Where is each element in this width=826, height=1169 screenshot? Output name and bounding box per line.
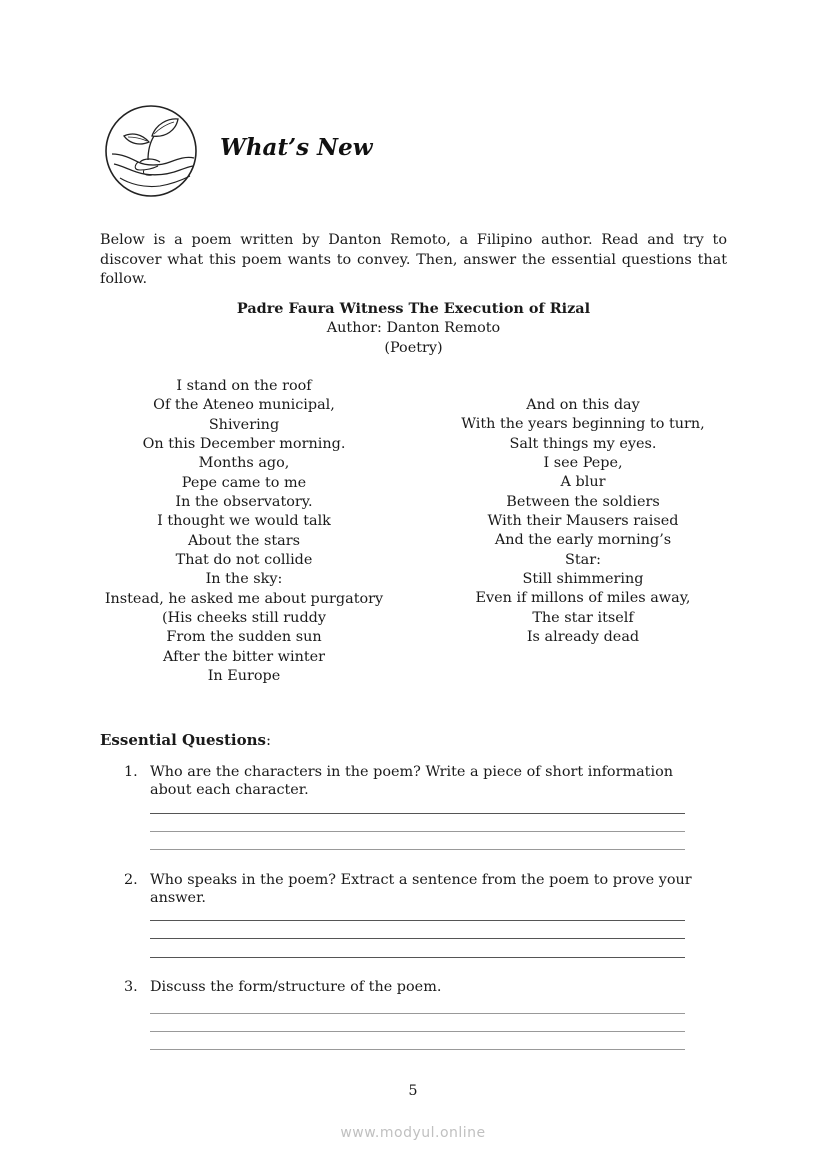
hand-holding-seedling-icon bbox=[104, 104, 198, 198]
poem-line: Even if millons of miles away, bbox=[475, 590, 691, 607]
poem-line: Instead, he asked me about purgatory bbox=[104, 590, 384, 607]
poem-stanza-left bbox=[94, 377, 394, 687]
answer-line[interactable] bbox=[150, 849, 685, 850]
watermark: www.modyul.online bbox=[340, 1125, 486, 1141]
answer-line[interactable] bbox=[150, 957, 685, 958]
answer-line[interactable] bbox=[150, 1013, 685, 1014]
poem-line: Star: bbox=[565, 551, 601, 568]
poem-line: I stand on the roof bbox=[176, 378, 312, 394]
question-number: 2. bbox=[124, 872, 138, 888]
poem-title: Padre Faura Witness The Execution of Rizal bbox=[236, 300, 591, 317]
answer-line[interactable] bbox=[150, 813, 685, 814]
question-text: Who speaks in the poem? Extract a sentence from the poem to prove your answer. bbox=[150, 872, 692, 906]
poem-line: That do not collide bbox=[175, 552, 313, 569]
poem-line: With the years beginning to turn, bbox=[461, 416, 705, 433]
poem-line: With their Mausers raised bbox=[487, 513, 679, 530]
poem-line: About the stars bbox=[187, 532, 301, 549]
poem-line: Still shimmering bbox=[522, 571, 644, 588]
poem-line: Months ago, bbox=[198, 455, 290, 472]
poem-line: The star itself bbox=[532, 609, 634, 626]
poem-line: Shivering bbox=[208, 416, 280, 433]
section-title: What’s New bbox=[220, 134, 373, 161]
answer-line[interactable] bbox=[150, 938, 685, 939]
poem-line: In Europe bbox=[207, 668, 281, 685]
poem-line: A blur bbox=[560, 474, 606, 491]
heading-colon: : bbox=[265, 731, 272, 749]
poem-line: Is already dead bbox=[526, 629, 640, 646]
poem-line: After the bitter winter bbox=[162, 648, 326, 665]
poem-stanza-right bbox=[433, 396, 733, 647]
poem-type: (Poetry) bbox=[384, 340, 443, 356]
poem-line: (His cheeks still ruddy bbox=[161, 610, 327, 627]
poem-line: In the sky: bbox=[205, 571, 283, 588]
poem-author: Author: Danton Remoto bbox=[326, 320, 501, 336]
poem-line: Between the soldiers bbox=[506, 493, 660, 510]
poem-line: In the observatory. bbox=[175, 494, 313, 511]
answer-line[interactable] bbox=[150, 831, 685, 832]
poem-line: And on this day bbox=[526, 397, 640, 413]
poem-line: Salt things my eyes. bbox=[509, 435, 657, 452]
poem-line: On this December morning. bbox=[142, 436, 346, 453]
essential-questions-heading bbox=[100, 730, 271, 750]
poem-line: I see Pepe, bbox=[543, 455, 623, 472]
answer-line[interactable] bbox=[150, 1049, 685, 1050]
question-text: Who are the characters in the poem? Write a piece of short information about each character. bbox=[150, 764, 674, 798]
essential-questions-label: Essential Questions bbox=[100, 731, 266, 749]
page-number: 5 bbox=[408, 1083, 418, 1099]
poem-line: From the sudden sun bbox=[166, 629, 322, 646]
intro-paragraph: Below is a poem written by Danton Remoto, a Filipino author. Read and try to discover what this poem wants to convey. Then, answer the essential questions that follow. bbox=[100, 232, 727, 287]
poem-line: I thought we would talk bbox=[157, 513, 331, 530]
poem-line: Pepe came to me bbox=[181, 474, 307, 491]
poem-line: Of the Ateneo municipal, bbox=[153, 397, 335, 414]
answer-line[interactable] bbox=[150, 920, 685, 921]
poem-line: And the early morning’s bbox=[494, 532, 672, 549]
answer-line[interactable] bbox=[150, 1031, 685, 1032]
question-number: 3. bbox=[124, 979, 138, 995]
question-text: Discuss the form/structure of the poem. bbox=[150, 979, 442, 995]
question-number: 1. bbox=[124, 764, 138, 780]
